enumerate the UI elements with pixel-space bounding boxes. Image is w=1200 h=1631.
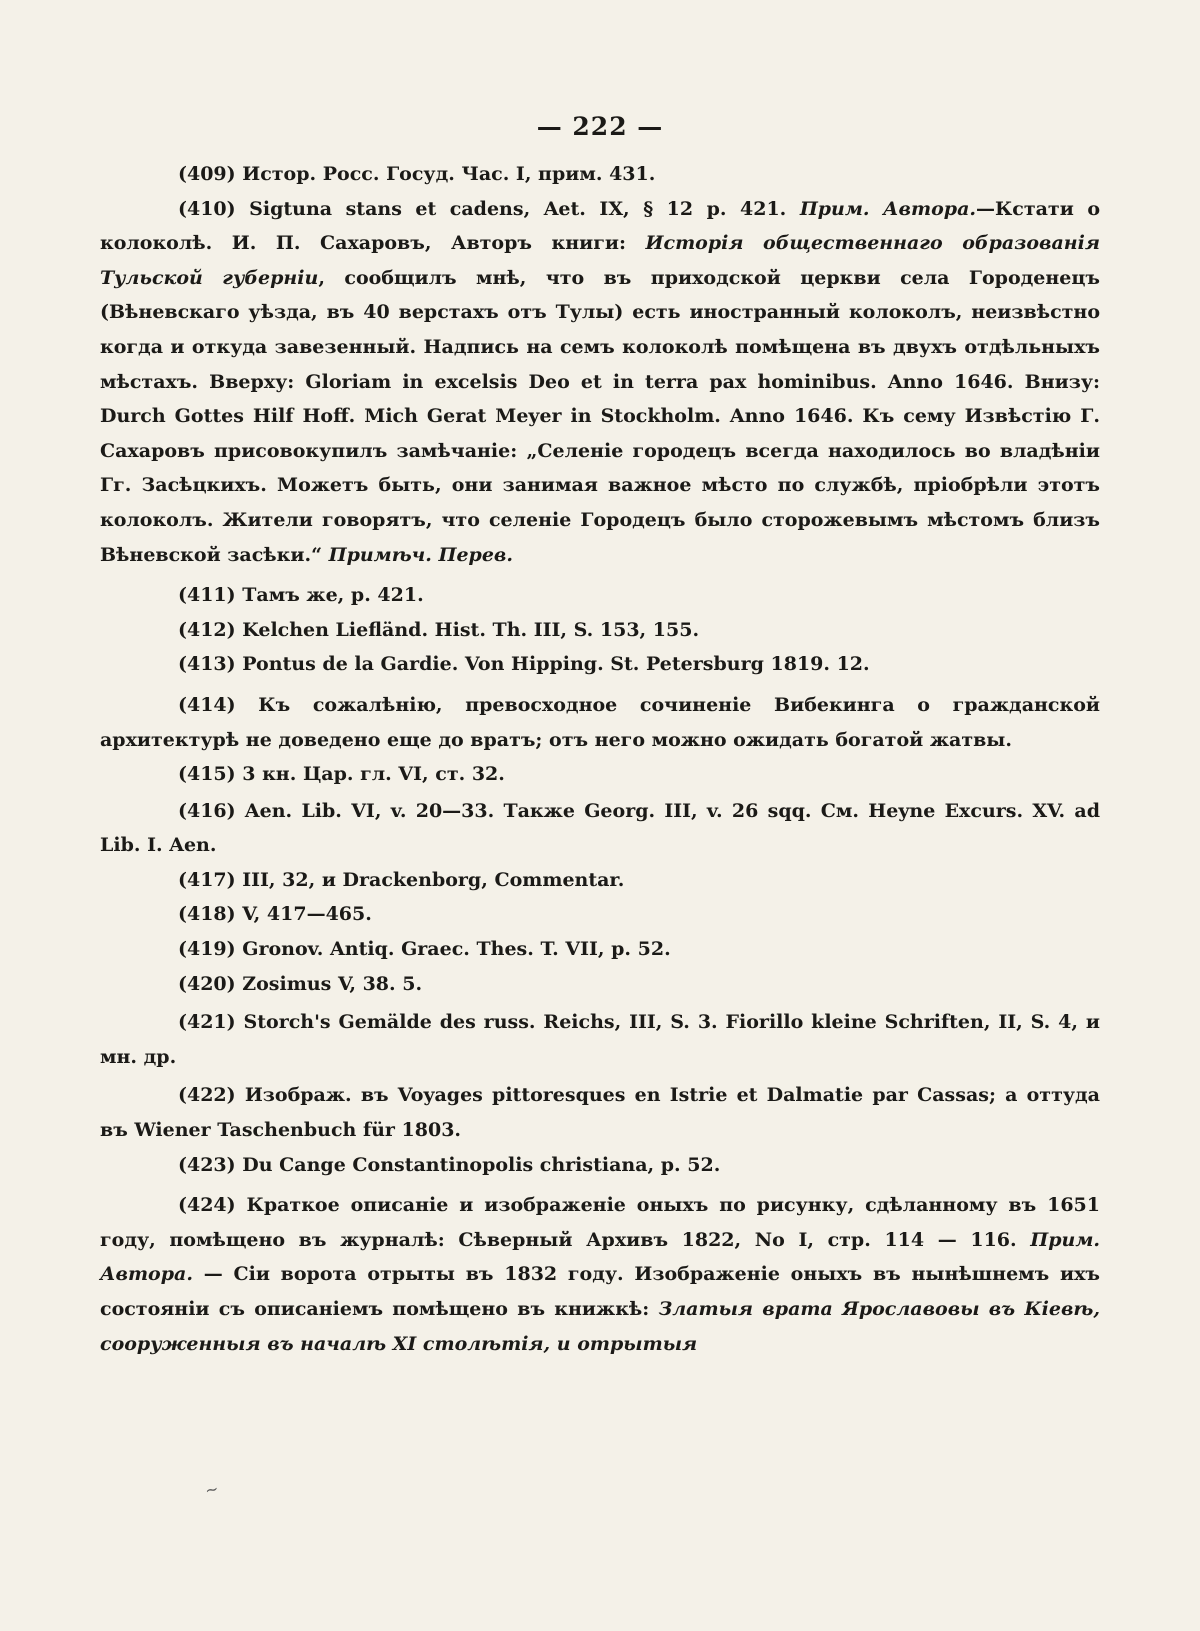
footnote-414 — [100, 688, 1100, 757]
footnote-text: Sigtuna stans et cadens, Aet. IX, § 12 p. 421. — [235, 197, 800, 220]
footnote-421 — [100, 1005, 1100, 1074]
footnote-number: (413) — [178, 653, 236, 676]
footnote-number: (409) — [178, 163, 236, 185]
footnote-420 — [100, 967, 1100, 1002]
page-number: — 222 — — [536, 112, 664, 141]
footnote-423 — [100, 1148, 1100, 1183]
footnote-text: 3 кн. Цар. гл. VI, ст. 32. — [235, 763, 505, 786]
footnote-text: V, 417—465. — [235, 903, 372, 926]
footnote-text: Zosimus V, 38. 5. — [235, 972, 423, 995]
footnote-number: (422) — [178, 1084, 236, 1107]
footnote-409 — [100, 157, 1100, 192]
footnote-italic-text: Златыя врата Ярославовы въ Кіевѣ, сооруженныя въ началѣ XI столѣтія, и отрытыя — [100, 1298, 1100, 1355]
footnote-italic-text: Прим. Автора. — [100, 1228, 1100, 1286]
footnote-text: , сообщилъ мнѣ, что въ приходской церкви села Городенецъ (Вѣневскаго уѣзда, въ 40 верстахъ отъ Тулы) есть иностранный колоколъ, неизвѣстно когда и откуда завезенный. Надпись на семъ колоколѣ помѣщена въ двухъ отдѣльныхъ мѣстахъ. Вверху: Gloriam in excelsis Deo et in terra pax hominibus. Anno 1646. Внизу: Durch Gottes Hilf Hoff. Mich Gerat Meyer in Stockholm. Anno 1646. Къ сему Извѣстію Г. Сахаровъ присовокупилъ замѣчаніе: „Селеніе городецъ всегда находилось во владѣніи Гг. Засѣцкихъ. Можетъ быть, они занимая важное мѣсто по службѣ, пріобрѣли этотъ колоколъ. Жители говорятъ, что селеніе Городецъ было сторожевымъ мѣстомъ близъ Вѣневской засѣки.“ — [100, 266, 1100, 566]
footnote-422 — [100, 1078, 1100, 1147]
footnote-text: Gronov. Antiq. Graec. Thes. T. VII, p. 52. — [235, 938, 671, 961]
footnote-412 — [100, 613, 1100, 648]
footnote-416 — [100, 794, 1100, 863]
footnote-text: Aen. Lib. VI, v. 20—33. Также Georg. III, v. 26 sqq. См. Heyne Excurs. XV. ad Lib. I. Aen. — [100, 799, 1100, 857]
footnote-italic-text: Примѣч. Перев. — [328, 543, 514, 566]
footnote-415 — [100, 757, 1100, 792]
footnote-418 — [100, 897, 1100, 932]
footnote-italic-text: Исторія общественнаго образованія Тульской губерніи — [100, 232, 1100, 289]
footnote-text: Storch's Gemälde des russ. Reichs, III, S. 3. Fiorillo kleine Schriften, II, S. 4, и мн. др. — [100, 1011, 1100, 1068]
footnote-text: Тамъ же, p. 421. — [235, 584, 424, 607]
footnote-number: (421) — [178, 1011, 236, 1034]
footnote-text: — Сіи ворота отрыты въ 1832 году. Изображеніе оныхъ въ нынѣшнемъ ихъ состояніи съ описаніемъ помѣщено въ книжкѣ: — [100, 1263, 1100, 1320]
footnote-number: (411) — [178, 584, 236, 607]
footnote-413 — [100, 647, 1100, 682]
footnote-411 — [100, 578, 1100, 613]
footnote-text: Du Cange Constantinopolis christiana, p. 52. — [235, 1153, 721, 1176]
footnote-text: Изображ. въ Voyages pittoresques en Istrie et Dalmatie par Cassas; а оттуда въ Wiener Taschenbuch für 1803. — [100, 1084, 1100, 1142]
footnote-number: (417) — [178, 868, 236, 891]
footnote-text: —Кстати о колоколѣ. И. П. Сахаровъ, Авторъ книги: — [100, 197, 1100, 255]
footnote-text: Истор. Росс. Госуд. Час. I, прим. 431. — [235, 163, 656, 185]
footnote-number: (416) — [178, 799, 236, 822]
footnote-424 — [100, 1188, 1100, 1361]
footnote-number: (423) — [178, 1153, 236, 1176]
footnote-text: III, 32, и Drackenborg, Commentar. — [235, 868, 625, 891]
footnote-italic-text: Прим. Автора. — [799, 197, 976, 220]
footnote-text: Къ сожалѣнію, превосходное сочиненіе Вибекинга о гражданской архитектурѣ не доведено еще до вратъ; отъ него можно ожидать богатой жатвы. — [100, 693, 1100, 751]
footnote-text: Pontus de la Gardie. Von Hipping. St. Petersburg 1819. 12. — [235, 653, 870, 676]
footnote-number: (420) — [178, 972, 236, 995]
footnote-number: (415) — [178, 763, 236, 786]
footnote-number: (410) — [178, 197, 236, 220]
footnote-419 — [100, 932, 1100, 967]
footnote-number: (418) — [178, 903, 236, 926]
footnote-text: Kelchen Liefländ. Hist. Th. III, S. 153, 155. — [235, 618, 700, 641]
ink-blot: ~ — [203, 1478, 221, 1501]
footnote-number: (412) — [178, 618, 236, 641]
footnote-410 — [100, 192, 1100, 573]
footnote-417 — [100, 863, 1100, 898]
footnote-number: (414) — [178, 693, 236, 716]
footnote-text: Краткое описаніе и изображеніе оныхъ по рисунку, сдѣланному въ 1651 году, помѣщено въ журналѣ: Сѣверный Архивъ 1822, No I, стр. 114 — 116. — [100, 1194, 1100, 1251]
footnote-number: (419) — [178, 938, 236, 961]
footnotes — [100, 157, 1100, 1361]
footnote-number: (424) — [178, 1194, 236, 1217]
